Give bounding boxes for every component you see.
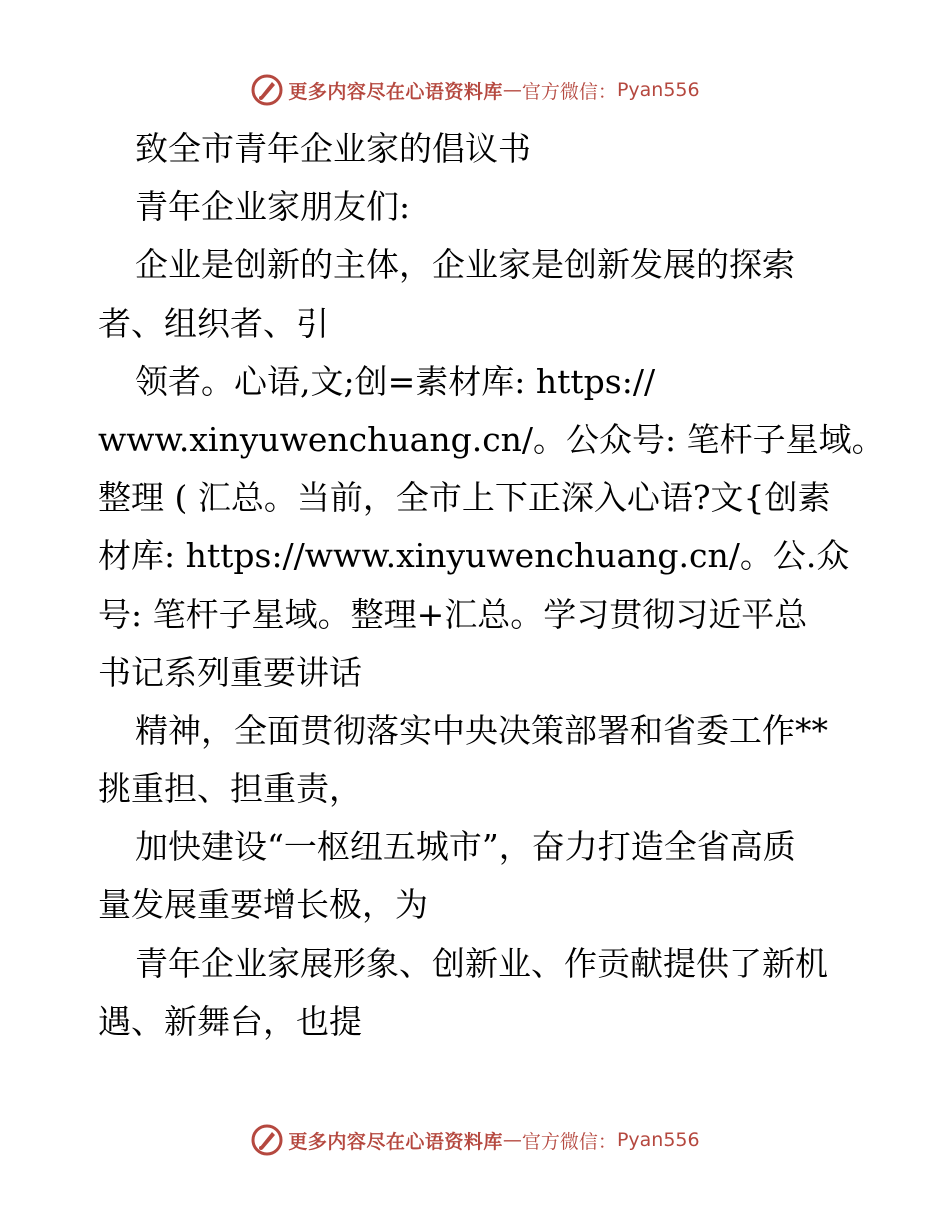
text-line: 企业是创新的主体，企业家是创新发展的探索 (135, 245, 795, 285)
quill-circle-icon (250, 1123, 284, 1157)
document-title: 致全市青年企业家的倡议书 (135, 129, 531, 168)
text-line: 整理 ( 汇总。当前，全市上下正深入心语?文{创素 (98, 478, 831, 518)
text-line: 遇、新舞台，也提 (98, 1001, 362, 1041)
text-line: 材库: https://www.xinyuwenchuang.cn/。公.众 (98, 536, 850, 576)
text-line: 加快建设“一枢纽五城市”，奋力打造全省高质 (135, 827, 796, 867)
text-line: 挑重担、担重责， (98, 769, 362, 809)
document-body (98, 120, 885, 1051)
footer-watermark (0, 1120, 950, 1160)
text-line: 青年企业家展形象、创新业、作贡献提供了新机 (135, 943, 828, 983)
text-line: 号: 笔杆子星域。整理+汇总。学习贯彻习近平总 (98, 594, 808, 634)
text-line: www.xinyuwenchuang.cn/。公众号: 笔杆子星域。 (98, 419, 885, 459)
watermark-text: 更多内容尽在心语资料库 (288, 1130, 503, 1153)
watermark-text: 更多内容尽在心语资料库 (288, 80, 503, 103)
quill-circle-icon (250, 73, 284, 107)
text-line: 书记系列重要讲话 (98, 652, 362, 692)
watermark-wechat-id: Pyan556 (616, 79, 700, 101)
text-line: 领者。心语,文;创=素材库: https:// (135, 361, 656, 401)
watermark-wechat-label: 官方微信： (521, 1130, 617, 1153)
text-line: 青年企业家朋友们: (135, 187, 411, 227)
header-watermark (0, 70, 950, 110)
watermark-dash: — (502, 79, 522, 101)
watermark-dash: — (502, 1129, 522, 1151)
text-line: 精神，全面贯彻落实中央决策部署和省委工作** (135, 710, 828, 750)
watermark-wechat-id: Pyan556 (616, 1129, 700, 1151)
text-line: 量发展重要增长极，为 (98, 885, 428, 925)
watermark-wechat-label: 官方微信： (521, 80, 617, 103)
text-line: 者、组织者、引 (98, 303, 329, 343)
